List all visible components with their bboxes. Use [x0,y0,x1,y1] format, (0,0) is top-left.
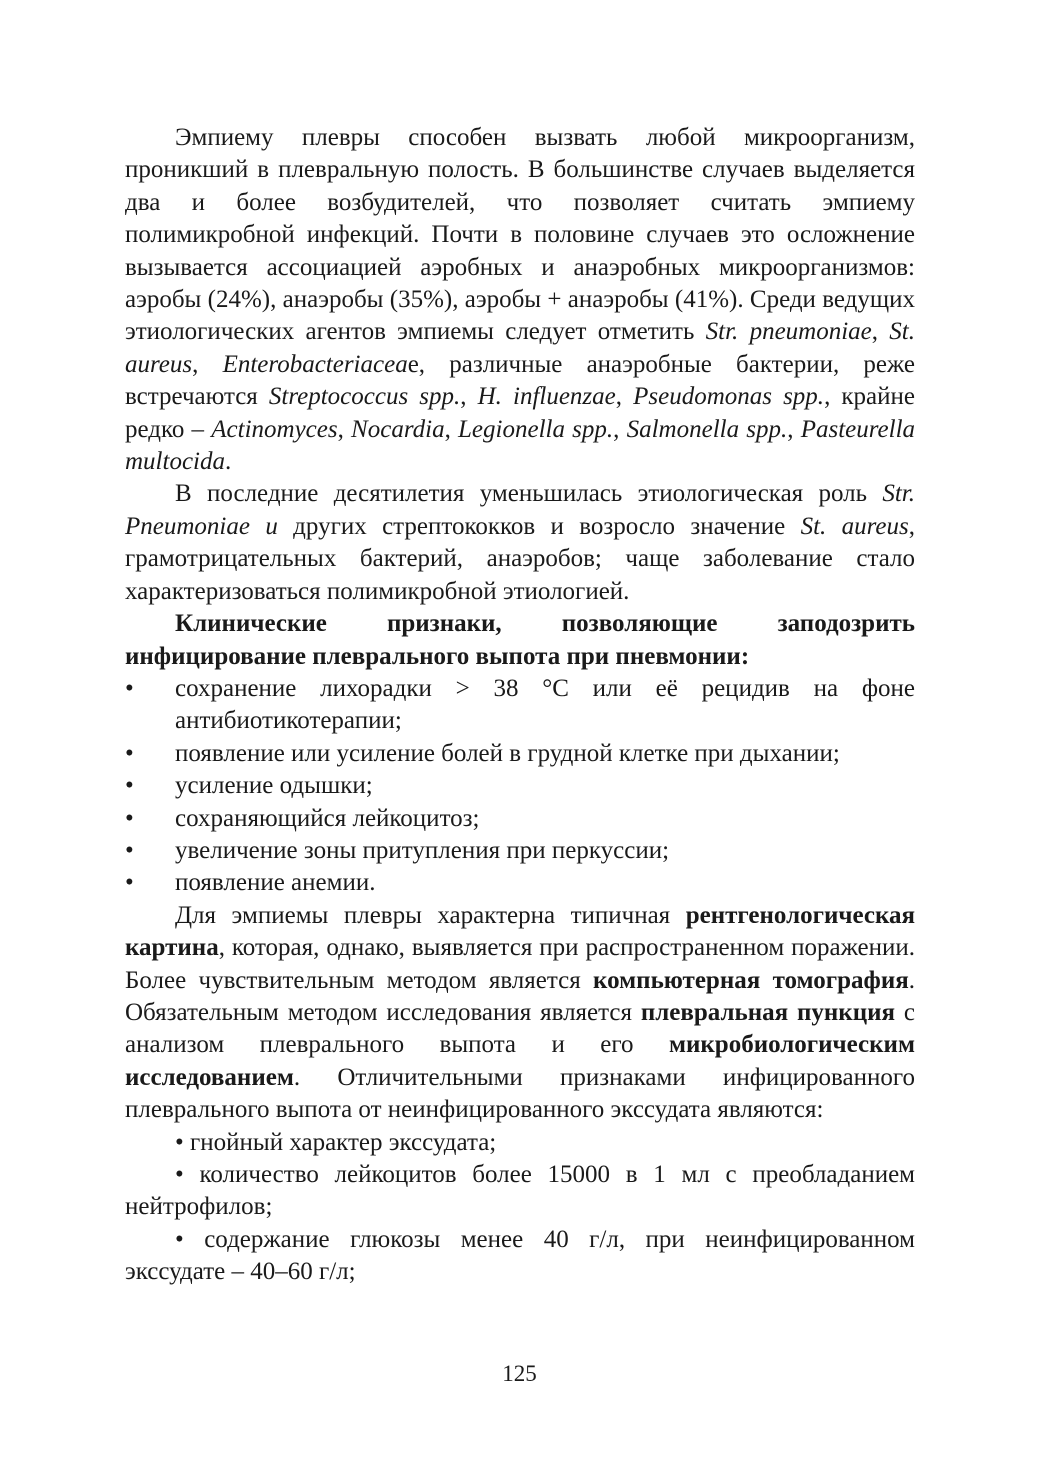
text-run: , которая, однако, выявляется при распространенном поражении. Более чувствительным методом является [125,934,915,994]
text-run: , [337,415,352,443]
bullet-icon: • [125,869,134,897]
text-run: , [192,350,223,378]
page-body [125,122,915,1289]
list-item-text: появление или усиление болей в грудной клетке при дыхании; [175,739,840,767]
list-item [125,867,915,899]
clinical-signs-list [125,673,915,900]
paragraph-trends [125,478,915,608]
bullet-icon: • [125,804,134,832]
text-run: . Обязательным методом исследования является [125,966,915,1026]
list-item-text: сохраняющийся лейкоцитоз; [175,804,480,832]
criterion-item: • количество лейкоцитов более 15000 в 1 мл с преобладанием нейтрофилов; [125,1161,915,1221]
key-term: компьютерная томография [593,966,909,994]
species-name: Str. Pneumoniae и [125,480,915,540]
text-run: Для эмпиемы плевры характерна типичная [175,901,686,929]
species-name: Nocardia [351,415,445,443]
bullet-icon: • [125,674,134,702]
bullet-icon: • [125,739,134,767]
list-item [125,673,915,738]
page-number: 125 [502,1361,537,1386]
key-term: рентгенологическая картина [125,901,915,962]
text-run: е, различные анаэробные бактерии, реже встречаются [125,350,916,411]
species-name: Pseudomonas spp. [633,383,825,411]
species-name: Pasteurella multocida [125,415,916,476]
key-term: микробиологическим исследованием [125,1031,915,1091]
text-run: , грамотрицательных бактерий, анаэробов; чаще заболевание стало характеризоваться полимикробной этиологией. [125,512,915,605]
text-run: . [225,448,232,476]
list-item-text: сохранение лихорадки > 38 °С или её рецидив на фоне антибиотикотерапии; [175,674,915,735]
species-name: Streptococcus spp. [268,383,461,411]
text-run: Эмпиему плевры способен вызвать любой микроорганизм, проникший в плевральную полость. В большинстве случаев выделяется два и более возбудителей, что позволяет считать эмпиему полимикробной инфекций. Почти в половине случаев это осложнение вызывается ассоциацией аэробных и анаэробных микроорганизмов: аэробы (24%), анаэробы (35%), аэробы + анаэробы (41%). Среди ведущих этиологических агентов эмпиемы следует отметить [125,124,915,346]
criterion-item: • гнойный характер экссудата; [175,1128,497,1156]
species-name: St. aureus [125,318,915,378]
clinical-signs-heading: Клинические признаки, позволяющие заподозрить инфицирование плеврального выпота при пневмонии: [125,610,915,670]
text-run: , крайне редко – [125,383,915,443]
bullet-icon: • [125,772,134,800]
species-name: Actinomyces [211,415,338,443]
text-run: , [444,415,459,443]
text-run: . Отличительными признаками инфицированного плеврального выпота от неинфицированного экссудата являются: [125,1063,915,1124]
list-item [125,835,915,867]
list-item-text: увеличение зоны притупления при перкуссии; [175,836,670,864]
species-name: St. aureus [800,512,909,540]
list-item [125,803,915,835]
list-item [125,770,915,802]
species-name: Legionella spp. [458,415,614,443]
text-run: , [615,383,634,411]
list-item-text: усиление одышки; [175,772,373,800]
text-run: , [460,383,478,411]
text-run: с анализом плеврального выпота и его [125,998,915,1059]
text-run: других стрептококков и возросло значение [277,512,801,540]
bullet-icon: • [125,836,134,864]
paragraph-diagnostics [125,900,915,1127]
species-name: Salmonella spp. [626,415,788,443]
text-run: , [787,415,801,443]
paragraph-etiology [125,122,915,478]
text-run: , [613,415,627,443]
criterion-item: • содержание глюкозы менее 40 г/л, при неинфицированном экссудате – 40–60 г/л; [125,1225,915,1286]
text-run: В последние десятилетия уменьшилась этиологическая роль [175,480,883,508]
species-name: Str. pneumoniae [705,318,872,346]
text-run: , [871,318,890,346]
list-item [125,738,915,770]
key-term: плевральная пункция [640,998,896,1026]
species-name: Enterobacteriacea [222,350,408,378]
species-name: H. influenzae [477,383,616,411]
list-item-text: появление анемии. [175,869,376,897]
